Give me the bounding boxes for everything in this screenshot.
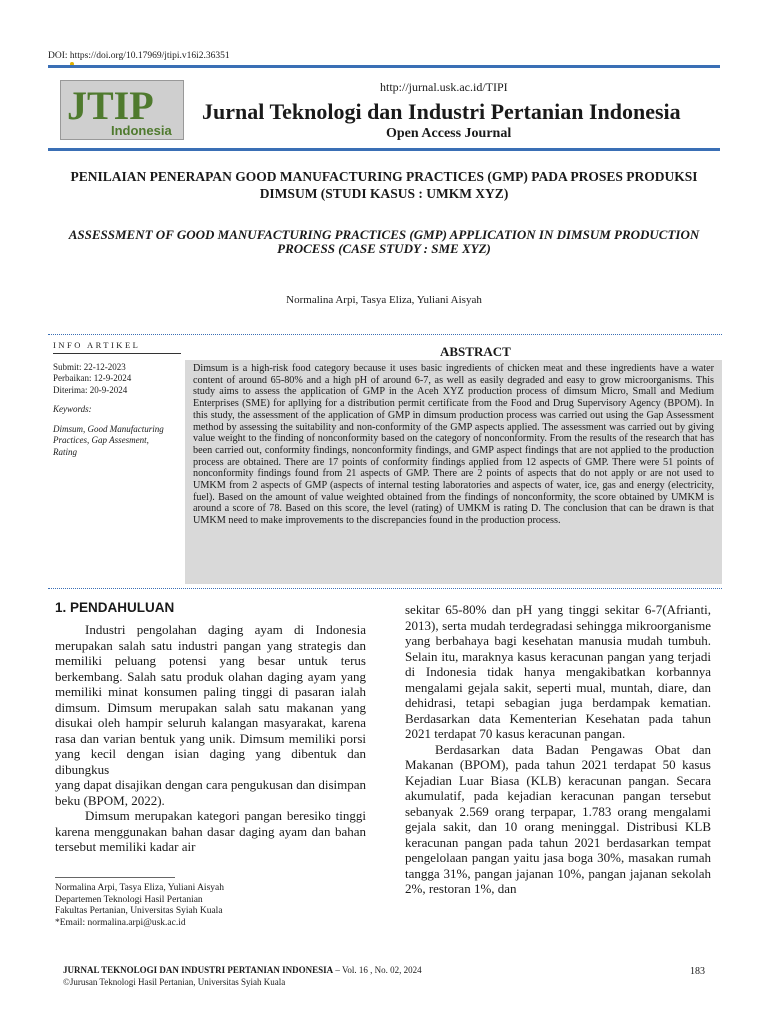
submit-date: Submit: 22-12-2023 <box>53 361 126 372</box>
page-number: 183 <box>690 966 705 977</box>
footnote <box>55 883 224 929</box>
journal-logo <box>60 80 184 140</box>
paper-title-en: ASSESSMENT OF GOOD MANUFACTURING PRACTICES (GMP) APPLICATION IN DIMSUM PRODUCTION PROCESS (CASE STUDY : SME XYZ) <box>68 227 700 256</box>
footnote-authors: Normalina Arpi, Tasya Eliza, Yuliani Aisyah <box>55 883 224 893</box>
revised-date: Perbaikan: 12-9-2024 <box>53 373 132 383</box>
header-top-rule <box>48 65 720 68</box>
abstract-heading: ABSTRACT <box>440 344 511 359</box>
left-column <box>55 622 366 855</box>
paragraph: Industri pengolahan daging ayam di Indonesia merupakan salah satu industri pangan yang strategis dan memiliki peluang potensi yang besar untuk terus berkembang. Salah satu produk olahan daging ayam yang memiliki minat konsumen paling tinggi di pasaran ialah dimsum. Dimsum merupakan salah satu makanan yang disukai oleh hampir seluruh kalangan masyarakat, karena rasa dan varian bentuk yang unik. Dimsum memiliki porsi yang kecil dengan isian daging yang dibentuk dan dibungkus <box>55 622 366 777</box>
keywords-label: Keywords: <box>53 404 92 414</box>
svg-text:Indonesia: Indonesia <box>111 123 172 138</box>
article-info-header: INFO ARTIKEL <box>53 340 181 354</box>
footer-copyright: ©Jurusan Teknologi Hasil Pertanian, Universitas Syiah Kuala <box>63 977 286 987</box>
paragraph: yang dapat disajikan dengan cara pengukusan dan disimpan beku (BPOM, 2022). <box>55 777 366 808</box>
journal-url[interactable]: http://jurnal.usk.ac.id/TIPI <box>380 80 508 94</box>
right-column <box>405 602 711 897</box>
journal-subtitle: Open Access Journal <box>386 126 512 141</box>
abstract-text: Dimsum is a high-risk food category because it uses basic ingredients of chicken meat and these ingredients have a water content of around 65-80% and a high pH of around 6-7, as well as easily degraded and easy to grow microorganisms. This study aims to assess the application of GMP in the Aceh XYZ production process of dimsum Micro, Small and Medium Enterprises (SME) for apllying for a distribution permit certificate from the Food and Drug Supervisory Agency (BPOM). In this study, the assessment of the application of GMP in dimsum production process was carried out using the Gap Assessment method by assessing the suitability and non-conformity of the GMP aspects applied. The assessment was carried out by giving value weight to the finding of nonconformity based on the category of nonconformity. From the results of the research that has been carried out, conformity findings, nonconformity findings, and GMP aspect findings that are not applied to the production process are obtained. There are 17 points of conformity findings applied from 12 aspects of GMP. There were 51 points of nonconformity findings found from 21 aspects of GMP. There are 2 points of aspects that do not apply or are not used to UMKM from 2 aspects of GMP (aspects of internal testing laboratories and aspects of water, ice, gas and energy (electricity, fuel). Based on the amount of value weighted obtained from the findings of nonconformity, the score obtained by UMKM is around a score of 78. Based on this score, the level (rating) of UMKM is rating D. The conclusion that can be drawn is that UMKM need to make improvements to the discrepancies found in the production process. <box>185 360 722 584</box>
accepted-date: Diterima: 20-9-2024 <box>53 384 128 395</box>
dotted-divider-bottom <box>48 588 722 589</box>
paragraph: Dimsum merupakan kategori pangan beresiko tinggi karena menggunakan bahan dasar daging ayam dan bahan tersebut memiliki kadar air <box>55 808 366 854</box>
footnote-faculty: Fakultas Pertanian, Universitas Syiah Kuala <box>55 906 223 916</box>
doi-link[interactable]: DOI: https://doi.org/10.17969/jtipi.v16i2.36351 <box>48 51 230 61</box>
paper-title-id: PENILAIAN PENERAPAN GOOD MANUFACTURING PRACTICES (GMP) PADA PROSES PRODUKSI DIMSUM (STUDI KASUS : UMKM XYZ) <box>70 169 698 201</box>
keywords: Dimsum, Good Manufacturing Practices, Gap Assesment, Rating <box>53 423 164 457</box>
article-info <box>53 340 181 458</box>
author-list: Normalina Arpi, Tasya Eliza, Yuliani Aisyah <box>286 294 482 306</box>
footer-volume: – Vol. 16 , No. 02, 2024 <box>335 965 422 975</box>
header-bottom-rule <box>48 148 720 151</box>
paragraph: sekitar 65-80% dan pH yang tinggi sekitar 6-7(Afrianti, 2013), serta mudah terdegradasi sehingga mikroorganisme yang berbahaya bagi kesehatan manusia mudah tumbuh. Selain itu, maraknya kasus keracunan pangan yang terjadi di Indonesia tidak hanya mengakibatkan korbannya mengalami gejala sakit, seperti mual, muntah, diare, dan dehidrasi, tetapi sebagian juga berdampak kematian. Berdasarkan data Kementerian Kesehatan pada tahun 2021 terdapat 70 kasus keracunan pangan. <box>405 602 711 741</box>
footnote-department: Departemen Teknologi Hasil Pertanian <box>55 894 203 905</box>
footnote-rule <box>55 877 175 878</box>
section-heading: 1. PENDAHULUAN <box>55 600 175 615</box>
dotted-divider-top <box>48 334 722 335</box>
journal-name: Jurnal Teknologi dan Industri Pertanian Indonesia <box>202 99 681 124</box>
footnote-email[interactable]: *Email: normalina.arpi@usk.ac.id <box>55 917 186 928</box>
svg-text:JTIP: JTIP <box>67 83 154 128</box>
page-footer <box>63 964 422 988</box>
footer-journal: JURNAL TEKNOLOGI DAN INDUSTRI PERTANIAN INDONESIA <box>63 965 334 975</box>
paragraph: Berdasarkan data Badan Pengawas Obat dan Makanan (BPOM), pada tahun 2021 terdapat 50 kasus Kejadian Luar Biasa (KLB) keracunan pangan. Secara akumulatif, pada kejadian keracunan pangan tersebut sebanyak 2.569 orang terpapar, 1.783 orang mengalami gejala sakit, dan 10 orang meninggal. Distribusi KLB keracunan pangan pada tahun 2021 berdasarkan tempat pengelolaan pangan yaitu jasa boga 30%, masakan rumah tangga 31%, pangan jajanan 10%, pangan jajanan sekolah 2%, restoran 1%, dan <box>405 741 711 896</box>
